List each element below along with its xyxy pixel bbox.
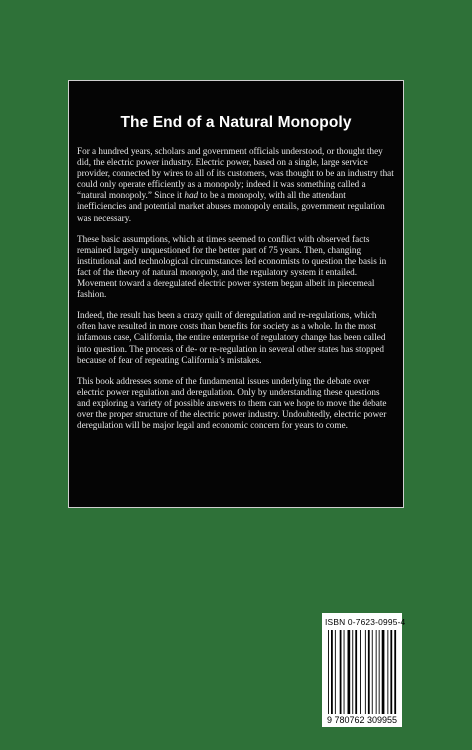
barcode-digits-left: 780762 [334,715,365,725]
book-title: The End of a Natural Monopoly [120,114,352,131]
barcode-digits-right: 309955 [366,715,397,725]
barcode-digits [325,715,399,725]
isbn-barcode-block [322,613,406,727]
barcode [326,630,398,716]
emphasis-had: had [184,190,199,201]
description-panel [68,80,404,508]
paragraph-3: Indeed, the result has been a crazy quilt of deregulation and re-regulations, which often have resulted in more costs than benefits for society as a whole. In the most infamous case, California, the entire enterprise of regulatory change has been called into question. The process of de- or re-regulation in several other states has stopped because of fear of repeating California’s mistakes. [77,310,386,365]
barcode-digit-lead: 9 [327,715,333,725]
paragraph-1-part-1: For a hundred years, scholars and government officials understood, or thought they did, the electric power industry. Electric power, based on a single, large service provider, connected by wires to all of its customers, was thought to be an industry that could only operate efficiently as a monopoly; indeed it was something called a “natural monopoly.” Since it [77,146,394,201]
paragraph-2: These basic assumptions, which at times seemed to conflict with observed facts remained largely unquestioned for the better part of 75 years. Then, changing institutional and technological circumstances led economists to question the basis in fact of the theory of natural monopoly, and the regulatory system it entailed. Movement toward a deregulated electric power system began albeit in piecemeal fashion. [77,233,387,300]
isbn-label: ISBN 0-7623-0995-4 [325,617,406,627]
paragraph-1-part-2: to be a monopoly, with all the attendant inefficiencies and potential market abuses monopoly entails, government regulation was necessary. [77,190,385,223]
paragraph-1 [77,146,395,224]
paragraph-4: This book addresses some of the fundamental issues underlying the debate over electric power regulation and deregulation. Only by understanding these questions and exploring a variety of possible answers to them can we hope to move the debate over the proper structure of the electric power industry. Undoubtedly, electric power deregulation will be major legal and economic concern for years to come. [77,375,387,431]
